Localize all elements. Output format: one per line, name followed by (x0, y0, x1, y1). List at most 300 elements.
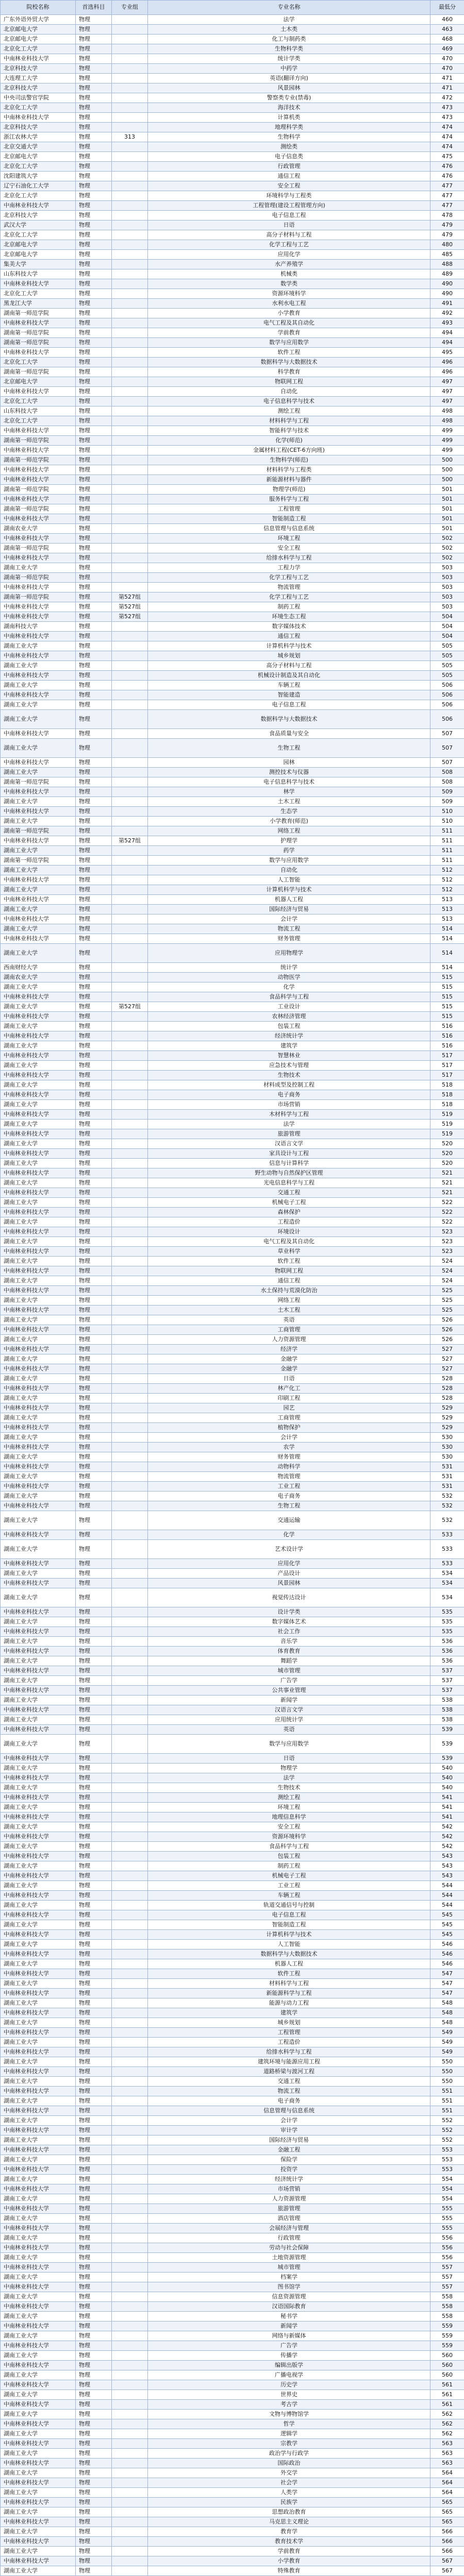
group-cell (112, 495, 148, 504)
table-row (1, 221, 464, 230)
subject-cell: 物理 (76, 2400, 112, 2410)
major-cell: 交通工程 (148, 2077, 430, 2087)
min-score-cell: 477 (430, 191, 464, 201)
major-cell: 生物工程 (148, 1501, 430, 1511)
subject-cell: 物理 (76, 2547, 112, 2556)
school-cell: 湖南工业大学 (1, 1569, 76, 1579)
subject-cell: 物理 (76, 934, 112, 944)
min-score-cell: 550 (430, 2057, 464, 2067)
school-cell: 中南林业科技大学 (1, 1989, 76, 1998)
major-cell: 土木工程 (148, 1306, 430, 1315)
major-cell: 城市管理 (148, 2263, 430, 2273)
table-row (1, 739, 464, 758)
min-score-cell: 516 (430, 1022, 464, 1031)
group-cell (112, 914, 148, 924)
subject-cell: 物理 (76, 992, 112, 1002)
min-score-cell: 536 (430, 1637, 464, 1647)
table-row (1, 211, 464, 221)
major-cell: 护理学 (148, 836, 430, 846)
subject-cell: 物理 (76, 1666, 112, 1676)
subject-cell: 物理 (76, 1237, 112, 1247)
school-cell: 湖南工业大学 (1, 681, 76, 690)
school-cell: 湖南工业大学 (1, 797, 76, 807)
school-cell: 湖南科技大学 (1, 622, 76, 632)
group-cell (112, 142, 148, 152)
subject-cell: 物理 (76, 2312, 112, 2321)
school-cell: 中南林业科技大学 (1, 1832, 76, 1842)
major-cell: 通信工程 (148, 172, 430, 181)
header-school: 院校名称 (1, 1, 76, 15)
table-row (1, 2233, 464, 2243)
subject-cell: 物理 (76, 2018, 112, 2028)
table-row (1, 2018, 464, 2028)
min-score-cell: 538 (430, 1715, 464, 1725)
school-cell: 中南林业科技大学 (1, 992, 76, 1002)
group-cell (112, 201, 148, 211)
school-cell: 中南林业科技大学 (1, 2302, 76, 2312)
group-cell (112, 455, 148, 465)
school-cell: 中南林业科技大学 (1, 1031, 76, 1041)
major-cell: 给排水科学与工程 (148, 553, 430, 563)
subject-cell: 物理 (76, 367, 112, 377)
group-cell (112, 1237, 148, 1247)
group-cell (112, 1129, 148, 1139)
table-row (1, 2556, 464, 2566)
group-cell (112, 1345, 148, 1354)
table-row (1, 1705, 464, 1715)
school-cell: 中南林业科技大学 (1, 2243, 76, 2253)
table-row (1, 681, 464, 690)
major-cell: 会展经济与管理 (148, 2224, 430, 2233)
min-score-cell: 525 (430, 1286, 464, 1296)
table-row (1, 1725, 464, 1735)
min-score-cell: 533 (430, 1559, 464, 1569)
group-cell (112, 1627, 148, 1637)
min-score-cell: 557 (430, 2273, 464, 2282)
group-cell (112, 2067, 148, 2077)
table-row (1, 2498, 464, 2507)
min-score-cell: 567 (430, 2566, 464, 2576)
school-cell: 中南林业科技大学 (1, 1110, 76, 1120)
table-row (1, 992, 464, 1002)
min-score-cell: 535 (430, 1617, 464, 1627)
major-cell: 电子信息类 (148, 152, 430, 162)
group-cell (112, 1306, 148, 1315)
min-score-cell: 513 (430, 905, 464, 914)
group-cell (112, 1012, 148, 1022)
table-row (1, 963, 464, 973)
major-cell: 音乐学 (148, 1637, 430, 1647)
min-score-cell: 558 (430, 2292, 464, 2302)
group-cell (112, 777, 148, 787)
school-cell: 中南林业科技大学 (1, 2517, 76, 2527)
table-row (1, 1773, 464, 1783)
group-cell (112, 1384, 148, 1394)
table-row (1, 1930, 464, 1940)
major-cell: 行政管理 (148, 162, 430, 172)
group-cell (112, 2419, 148, 2429)
subject-cell: 物理 (76, 777, 112, 787)
table-row (1, 1979, 464, 1989)
school-cell: 湖南第一师范学院 (1, 485, 76, 495)
table-row (1, 2429, 464, 2439)
subject-cell: 物理 (76, 2517, 112, 2527)
school-cell: 中南林业科技大学 (1, 201, 76, 211)
min-score-cell: 520 (430, 1139, 464, 1149)
subject-cell: 物理 (76, 787, 112, 797)
min-score-cell: 515 (430, 973, 464, 982)
subject-cell: 物理 (76, 1735, 112, 1754)
min-score-cell: 522 (430, 1217, 464, 1227)
table-row (1, 436, 464, 446)
major-cell: 马克思主义理论 (148, 2517, 430, 2527)
min-score-cell: 507 (430, 729, 464, 739)
group-cell (112, 1705, 148, 1715)
subject-cell: 物理 (76, 1676, 112, 1686)
min-score-cell: 531 (430, 1482, 464, 1492)
school-cell: 中南林业科技大学 (1, 1149, 76, 1159)
school-cell: 中南林业科技大学 (1, 1647, 76, 1656)
group-cell (112, 2106, 148, 2116)
major-cell: 世界史 (148, 2390, 430, 2400)
major-cell: 汉语言文学 (148, 1139, 430, 1149)
min-score-cell: 554 (430, 2175, 464, 2184)
school-cell: 中南林业科技大学 (1, 1812, 76, 1822)
table-row (1, 328, 464, 338)
school-cell: 湖南工业大学 (1, 661, 76, 671)
min-score-cell: 496 (430, 367, 464, 377)
school-cell: 湖南工业大学 (1, 1822, 76, 1832)
subject-cell: 物理 (76, 485, 112, 495)
table-row (1, 1159, 464, 1168)
school-cell: 中南林业科技大学 (1, 2145, 76, 2155)
group-cell (112, 2077, 148, 2087)
group-cell (112, 2155, 148, 2165)
major-cell: 数据科学与大数据技术 (148, 710, 430, 729)
group-cell (112, 2136, 148, 2145)
school-cell: 湖南工业大学 (1, 2253, 76, 2263)
major-cell: 木材科学与工程 (148, 1110, 430, 1120)
school-cell: 中南林业科技大学 (1, 934, 76, 944)
subject-cell: 物理 (76, 1022, 112, 1031)
group-cell (112, 1920, 148, 1930)
group-cell (112, 2253, 148, 2263)
table-row (1, 1012, 464, 1022)
major-cell: 金属材料工程(CET-6方向班) (148, 446, 430, 455)
group-cell (112, 446, 148, 455)
table-row (1, 446, 464, 455)
min-score-cell: 567 (430, 2556, 464, 2566)
table-row (1, 1100, 464, 1110)
school-cell: 中南林业科技大学 (1, 914, 76, 924)
major-cell: 统计学类 (148, 54, 430, 64)
min-score-cell: 549 (430, 2038, 464, 2047)
subject-cell: 物理 (76, 15, 112, 25)
table-row (1, 2488, 464, 2498)
table-row (1, 15, 464, 25)
major-cell: 园艺 (148, 1403, 430, 1413)
min-score-cell: 541 (430, 1803, 464, 1812)
school-cell: 湖南工业大学 (1, 2331, 76, 2341)
group-cell (112, 681, 148, 690)
group-cell (112, 1637, 148, 1647)
min-score-cell: 558 (430, 2312, 464, 2321)
major-cell: 新能源材料与器件 (148, 475, 430, 485)
min-score-cell: 546 (430, 1940, 464, 1950)
major-cell: 建筑学 (148, 2008, 430, 2018)
school-cell: 中南林业科技大学 (1, 426, 76, 436)
min-score-cell: 514 (430, 934, 464, 944)
group-cell (112, 2175, 148, 2184)
table-row (1, 2410, 464, 2419)
major-cell: 食品科学与工程 (148, 1842, 430, 1852)
subject-cell: 物理 (76, 2253, 112, 2263)
group-cell (112, 2273, 148, 2282)
subject-cell: 物理 (76, 2321, 112, 2331)
min-score-cell: 542 (430, 1832, 464, 1842)
table-row (1, 1110, 464, 1120)
major-cell: 林学 (148, 787, 430, 797)
subject-cell: 物理 (76, 2468, 112, 2478)
subject-cell: 物理 (76, 602, 112, 612)
major-cell: 植物保护 (148, 1423, 430, 1433)
min-score-cell: 527 (430, 1364, 464, 1374)
major-cell: 数据科学与大数据技术 (148, 1950, 430, 1959)
major-cell: 电子信息科学与技术 (148, 777, 430, 787)
major-cell: 汉语言文学 (148, 1705, 430, 1715)
group-cell (112, 514, 148, 524)
group-cell (112, 1530, 148, 1540)
major-cell: 人力资源管理 (148, 1335, 430, 1345)
table-row (1, 397, 464, 406)
min-score-cell: 521 (430, 1178, 464, 1188)
min-score-cell: 522 (430, 1198, 464, 1208)
table-row (1, 1080, 464, 1090)
group-cell (112, 534, 148, 544)
major-cell: 化学工程与工艺 (148, 592, 430, 602)
min-score-cell: 503 (430, 602, 464, 612)
table-row (1, 2194, 464, 2204)
group-cell (112, 875, 148, 885)
subject-cell: 物理 (76, 2507, 112, 2517)
min-score-cell: 529 (430, 1413, 464, 1423)
school-cell: 中南林业科技大学 (1, 318, 76, 328)
subject-cell: 物理 (76, 1374, 112, 1384)
min-score-cell: 523 (430, 1227, 464, 1237)
group-cell: 第527组 (112, 592, 148, 602)
table-row (1, 1715, 464, 1725)
min-score-cell: 511 (430, 846, 464, 856)
min-score-cell: 538 (430, 1705, 464, 1715)
major-cell: 应用统计学 (148, 1715, 430, 1725)
min-score-cell: 516 (430, 1031, 464, 1041)
min-score-cell: 545 (430, 1920, 464, 1930)
min-score-cell: 539 (430, 1754, 464, 1764)
min-score-cell: 511 (430, 826, 464, 836)
subject-cell: 物理 (76, 142, 112, 152)
min-score-cell: 497 (430, 397, 464, 406)
major-cell: 旅游管理 (148, 1129, 430, 1139)
min-score-cell: 546 (430, 1959, 464, 1969)
school-cell: 湖南工业大学 (1, 1374, 76, 1384)
major-cell: 包装工程 (148, 1022, 430, 1031)
table-row (1, 1910, 464, 1920)
table-row (1, 787, 464, 797)
subject-cell: 物理 (76, 1832, 112, 1842)
subject-cell: 物理 (76, 1783, 112, 1793)
min-score-cell: 519 (430, 1110, 464, 1120)
school-cell: 中南林业科技大学 (1, 2361, 76, 2370)
group-cell (112, 1725, 148, 1735)
group-cell (112, 15, 148, 25)
school-cell: 中南林业科技大学 (1, 1530, 76, 1540)
school-cell: 湖南第一师范学院 (1, 573, 76, 583)
school-cell: 湖南工业大学 (1, 1783, 76, 1793)
min-score-cell: 565 (430, 2517, 464, 2527)
min-score-cell: 515 (430, 1012, 464, 1022)
table-row (1, 2400, 464, 2410)
table-row (1, 2106, 464, 2116)
min-score-cell: 550 (430, 2067, 464, 2077)
major-cell: 法学 (148, 15, 430, 25)
subject-cell: 物理 (76, 1168, 112, 1178)
group-cell (112, 2116, 148, 2126)
group-cell: 第527组 (112, 602, 148, 612)
min-score-cell: 548 (430, 1998, 464, 2008)
group-cell (112, 1090, 148, 1100)
table-row (1, 269, 464, 279)
min-score-cell: 566 (430, 2527, 464, 2537)
min-score-cell: 556 (430, 2233, 464, 2243)
major-cell: 广告学 (148, 1676, 430, 1686)
subject-cell: 物理 (76, 1803, 112, 1812)
min-score-cell: 533 (430, 1530, 464, 1540)
school-cell: 湖南工业大学 (1, 2370, 76, 2380)
school-cell: 中南林业科技大学 (1, 875, 76, 885)
table-row (1, 2361, 464, 2370)
group-cell (112, 2312, 148, 2321)
group-cell: 第527组 (112, 612, 148, 622)
table-row (1, 2165, 464, 2175)
subject-cell: 物理 (76, 2096, 112, 2106)
school-cell: 湖南工业大学 (1, 1540, 76, 1559)
major-cell: 小学教育 (148, 309, 430, 318)
major-cell: 审计学 (148, 2126, 430, 2136)
school-cell: 中南林业科技大学 (1, 1930, 76, 1940)
table-row (1, 1061, 464, 1071)
subject-cell: 物理 (76, 279, 112, 289)
subject-cell: 物理 (76, 1773, 112, 1783)
group-cell (112, 1656, 148, 1666)
subject-cell: 物理 (76, 2194, 112, 2204)
min-score-cell: 564 (430, 2478, 464, 2488)
table-row (1, 2008, 464, 2018)
subject-cell: 物理 (76, 1071, 112, 1080)
group-cell (112, 1871, 148, 1881)
major-cell: 轨道交通信号与控制 (148, 1901, 430, 1910)
school-cell: 中南林业科技大学 (1, 1950, 76, 1959)
school-cell: 中南林业科技大学 (1, 534, 76, 544)
major-cell: 物流管理 (148, 1472, 430, 1482)
table-row (1, 905, 464, 914)
subject-cell: 物理 (76, 201, 112, 211)
school-cell: 湖南工业大学 (1, 710, 76, 729)
min-score-cell: 508 (430, 777, 464, 787)
min-score-cell: 553 (430, 2145, 464, 2155)
subject-cell: 物理 (76, 1217, 112, 1227)
group-cell (112, 83, 148, 93)
group-cell (112, 1783, 148, 1793)
subject-cell: 物理 (76, 2380, 112, 2390)
min-score-cell: 555 (430, 2224, 464, 2233)
major-cell: 高分子材料与工程 (148, 230, 430, 240)
subject-cell: 物理 (76, 387, 112, 397)
table-row (1, 1969, 464, 1979)
subject-cell: 物理 (76, 1656, 112, 1666)
major-cell: 法学 (148, 1120, 430, 1129)
min-score-cell: 561 (430, 2400, 464, 2410)
table-row (1, 132, 464, 142)
group-cell (112, 2263, 148, 2273)
major-cell: 人工智能 (148, 875, 430, 885)
school-cell: 北京化工大学 (1, 191, 76, 201)
min-score-cell: 515 (430, 1002, 464, 1012)
major-cell: 机械设计制造及其自动化 (148, 671, 430, 681)
school-cell: 北京交通大学 (1, 142, 76, 152)
school-cell: 中南林业科技大学 (1, 651, 76, 661)
table-row (1, 1676, 464, 1686)
group-cell (112, 651, 148, 661)
group-cell (112, 1257, 148, 1266)
major-cell: 文物与博物馆学 (148, 2410, 430, 2419)
min-score-cell: 524 (430, 1266, 464, 1276)
min-score-cell: 495 (430, 348, 464, 358)
group-cell (112, 1754, 148, 1764)
group-cell (112, 524, 148, 534)
school-cell: 中南林业科技大学 (1, 1306, 76, 1315)
school-cell: 湖南工业大学 (1, 2018, 76, 2028)
table-row (1, 1852, 464, 1861)
school-cell: 湖南工业大学 (1, 1237, 76, 1247)
school-cell: 中南林业科技大学 (1, 1705, 76, 1715)
major-cell: 服务科学与工程 (148, 495, 430, 504)
school-cell: 湖南工业大学 (1, 1492, 76, 1501)
table-row (1, 1022, 464, 1031)
school-cell: 湖南工业大学 (1, 1139, 76, 1149)
table-row (1, 2077, 464, 2087)
school-cell: 湖南第一师范学院 (1, 436, 76, 446)
school-cell: 北京科技大学 (1, 123, 76, 132)
group-cell (112, 700, 148, 710)
major-cell: 视觉传达设计 (148, 1588, 430, 1607)
school-cell: 湖南工业大学 (1, 1637, 76, 1647)
major-cell: 金融学 (148, 1364, 430, 1374)
subject-cell: 物理 (76, 1413, 112, 1423)
subject-cell: 物理 (76, 1540, 112, 1559)
table-row (1, 1413, 464, 1423)
school-cell: 湖南工业大学 (1, 1617, 76, 1627)
min-score-cell: 517 (430, 1071, 464, 1080)
min-score-cell: 505 (430, 661, 464, 671)
school-cell: 中南林业科技大学 (1, 612, 76, 622)
group-cell (112, 1950, 148, 1959)
subject-cell: 物理 (76, 54, 112, 64)
major-cell: 小学教育 (148, 2556, 430, 2566)
major-cell: 酒店管理 (148, 2214, 430, 2224)
major-cell: 人类学 (148, 2488, 430, 2498)
major-cell: 风景园林 (148, 1579, 430, 1588)
min-score-cell: 473 (430, 103, 464, 113)
